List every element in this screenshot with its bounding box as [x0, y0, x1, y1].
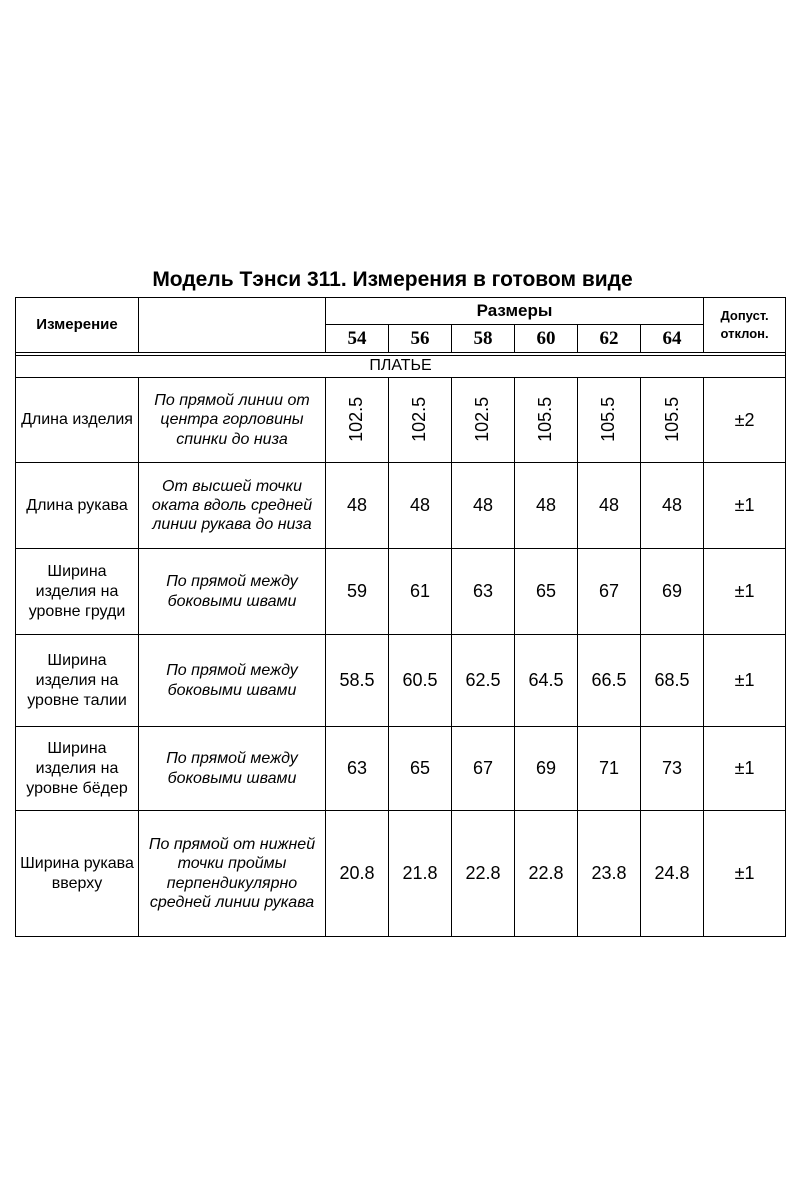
size-header: 60	[515, 325, 578, 353]
size-header: 58	[452, 325, 515, 353]
measure-name: Длина рукава	[16, 463, 139, 549]
measure-value: 20.8	[326, 811, 389, 937]
measure-value: 60.5	[389, 635, 452, 727]
table-row	[16, 727, 786, 811]
measure-description: По прямой линии от центра горловины спинки до низа	[139, 378, 326, 463]
measure-value: 69	[515, 727, 578, 811]
measure-description: От высшей точки оката вдоль средней линии рукава до низа	[139, 463, 326, 549]
tolerance-value: ±1	[704, 549, 786, 635]
measure-name: Ширина изделия на уровне груди	[16, 549, 139, 635]
measure-header: Измерение	[16, 298, 139, 353]
tolerance-value: ±1	[704, 463, 786, 549]
measure-value: 62.5	[452, 635, 515, 727]
value-cell	[578, 378, 641, 463]
measure-value: 48	[641, 463, 704, 549]
measure-value: 48	[452, 463, 515, 549]
measure-value: 64.5	[515, 635, 578, 727]
measurements-table	[15, 297, 786, 937]
measure-value: 48	[578, 463, 641, 549]
value-cell	[641, 378, 704, 463]
tolerance-value: ±2	[704, 378, 786, 463]
measure-value: 65	[515, 549, 578, 635]
measure-value: 48	[389, 463, 452, 549]
measure-name: Ширина рукава вверху	[16, 811, 139, 937]
measure-name: Ширина изделия на уровне бёдер	[16, 727, 139, 811]
measure-description: По прямой между боковыми швами	[139, 549, 326, 635]
value-cell	[389, 378, 452, 463]
measure-value: 105.5	[598, 397, 619, 443]
measure-value: 66.5	[578, 635, 641, 727]
measure-value: 65	[389, 727, 452, 811]
value-cell	[452, 378, 515, 463]
page-title: Модель Тэнси 311. Измерения в готовом виде	[152, 268, 633, 291]
measure-value: 71	[578, 727, 641, 811]
measure-value: 24.8	[641, 811, 704, 937]
measure-value: 22.8	[452, 811, 515, 937]
measure-value: 21.8	[389, 811, 452, 937]
measure-value: 67	[452, 727, 515, 811]
measure-value: 67	[578, 549, 641, 635]
size-header: 56	[389, 325, 452, 353]
section-row	[16, 356, 786, 378]
table-row	[16, 463, 786, 549]
tolerance-value: ±1	[704, 727, 786, 811]
table-row	[16, 549, 786, 635]
measure-value: 102.5	[409, 397, 430, 443]
measure-value: 63	[326, 727, 389, 811]
description-header	[139, 298, 326, 353]
tolerance-value: ±1	[704, 811, 786, 937]
measure-description: По прямой между боковыми швами	[139, 727, 326, 811]
tolerance-header	[704, 298, 786, 353]
measure-value: 105.5	[661, 397, 682, 443]
measure-value: 69	[641, 549, 704, 635]
measure-value: 48	[515, 463, 578, 549]
size-header: 64	[641, 325, 704, 353]
measure-name: Ширина изделия на уровне талии	[16, 635, 139, 727]
measure-value: 59	[326, 549, 389, 635]
measure-description: По прямой между боковыми швами	[139, 635, 326, 727]
tolerance-value: ±1	[704, 635, 786, 727]
size-header: 62	[578, 325, 641, 353]
header-row	[16, 298, 786, 325]
measure-value: 63	[452, 549, 515, 635]
table-row	[16, 811, 786, 937]
measure-value: 23.8	[578, 811, 641, 937]
measure-value: 48	[326, 463, 389, 549]
value-cell	[515, 378, 578, 463]
tolerance-label-2: отклон.	[720, 326, 769, 341]
measure-value: 68.5	[641, 635, 704, 727]
measure-value: 58.5	[326, 635, 389, 727]
measure-name: Длина изделия	[16, 378, 139, 463]
sizes-header: Размеры	[326, 298, 704, 325]
size-header: 54	[326, 325, 389, 353]
tolerance-label-1: Допуст.	[720, 308, 769, 324]
section-title: ПЛАТЬЕ	[16, 356, 786, 378]
measure-value: 102.5	[472, 397, 493, 443]
measure-value: 22.8	[515, 811, 578, 937]
measure-value: 105.5	[535, 397, 556, 443]
table-row	[16, 378, 786, 463]
table-row	[16, 635, 786, 727]
value-cell	[326, 378, 389, 463]
measure-description: По прямой от нижней точки проймы перпендикулярно средней линии рукава	[139, 811, 326, 937]
measure-value: 61	[389, 549, 452, 635]
measure-value: 73	[641, 727, 704, 811]
measure-value: 102.5	[346, 397, 367, 443]
